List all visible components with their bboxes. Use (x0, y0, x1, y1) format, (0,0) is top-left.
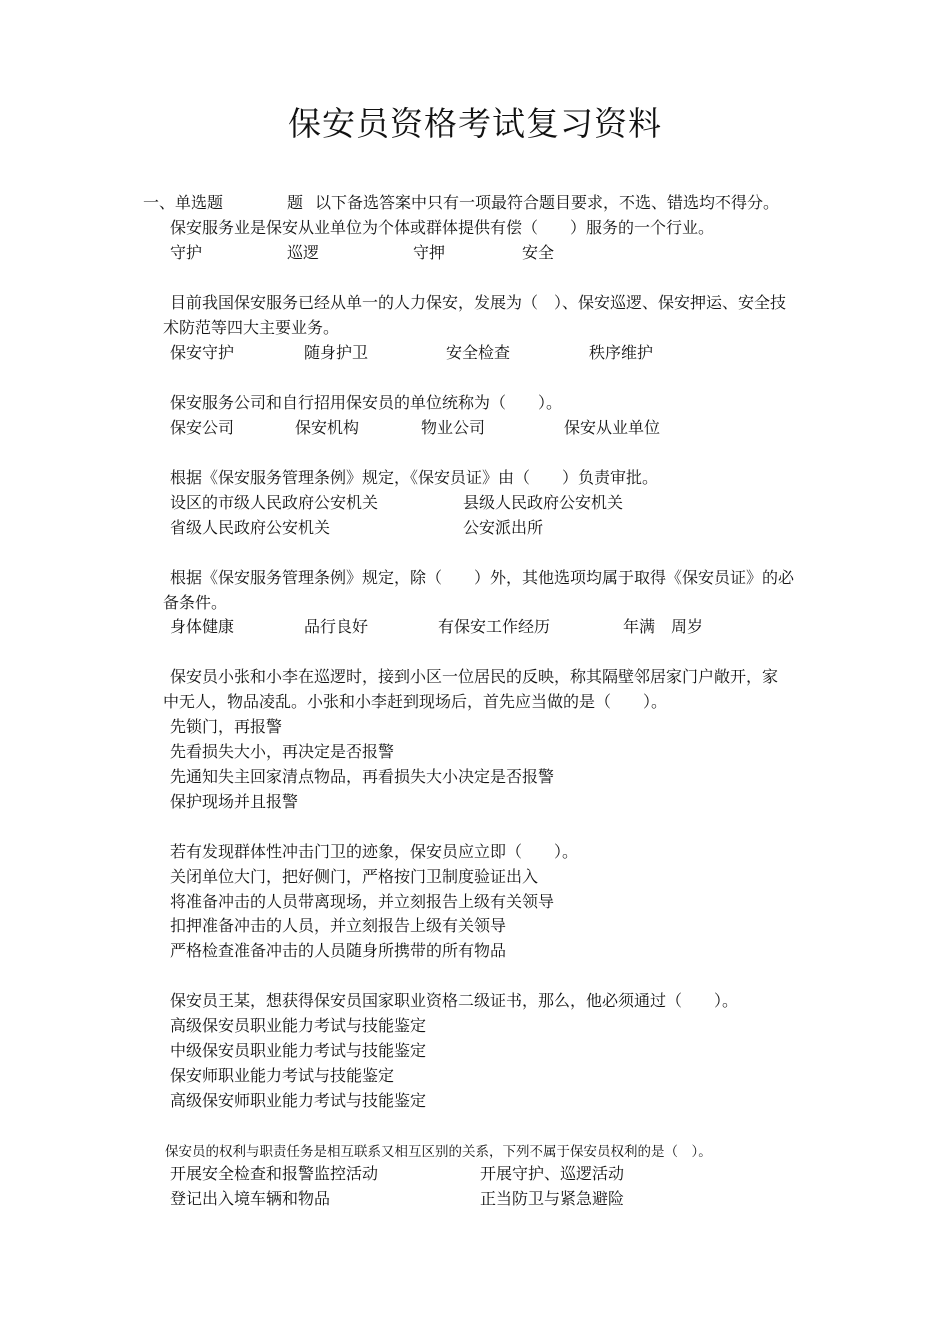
question-5-stem-line-1: 根据《保安服务管理条例》规定，除（ ）外，其他选项均属于取得《保安员证》的必 (170, 568, 795, 587)
question-9-stem: 保安员的权利与职责任务是相互联系又相互区别的关系，下列不属于保安员权利的是（ ）。 (165, 1144, 712, 1160)
question-5-option-c: 有保安工作经历 (438, 617, 551, 636)
question-2-option-c: 安全检查 (446, 343, 511, 362)
question-7-stem: 若有发现群体性冲击门卫的迹象，保安员应立即（ ）。 (170, 842, 579, 861)
question-2-stem-line-1: 目前我国保安服务已经从单一的人力保安，发展为（ ）、保安巡逻、保安押运、安全技 (170, 293, 787, 312)
question-9-option-c: 登记出入境车辆和物品 (170, 1189, 331, 1208)
question-5-stem-line-2: 备条件。 (163, 593, 228, 612)
section-gap-char: 题 (287, 193, 304, 212)
question-7-option-b: 将准备冲击的人员带离现场，并立刻报告上级有关领导 (170, 892, 555, 911)
question-9-option-a: 开展安全检查和报警监控活动 (170, 1164, 379, 1183)
question-4-option-b: 县级人民政府公安机关 (463, 493, 624, 512)
question-6-option-d: 保护现场并且报警 (170, 792, 299, 811)
question-4-stem: 根据《保安服务管理条例》规定，《保安员证》由（ ）负责审批。 (170, 468, 659, 487)
question-9-option-b: 开展守护、巡逻活动 (480, 1164, 625, 1183)
page-title: 保安员资格考试复习资料 (288, 104, 662, 143)
question-1-option-d: 安全 (522, 243, 555, 262)
question-5-option-d: 年满 周岁 (623, 617, 704, 636)
question-1-option-a: 守护 (170, 243, 203, 262)
question-4-option-d: 公安派出所 (463, 518, 544, 537)
question-4-option-a: 设区的市级人民政府公安机关 (170, 493, 379, 512)
question-4-option-c: 省级人民政府公安机关 (170, 518, 331, 537)
question-7-option-a: 关闭单位大门，把好侧门，严格按门卫制度验证出入 (170, 867, 539, 886)
question-6-option-c: 先通知失主回家清点物品，再看损失大小决定是否报警 (170, 767, 555, 786)
question-6-stem-line-1: 保安员小张和小李在巡逻时，接到小区一位居民的反映，称其隔壁邻居家门户敞开，家 (170, 667, 779, 686)
question-8-option-d: 高级保安师职业能力考试与技能鉴定 (170, 1091, 427, 1110)
question-8-option-a: 高级保安员职业能力考试与技能鉴定 (170, 1016, 427, 1035)
question-9-option-d: 正当防卫与紧急避险 (480, 1189, 625, 1208)
question-8-option-c: 保安师职业能力考试与技能鉴定 (170, 1066, 395, 1085)
question-3-option-d: 保安从业单位 (564, 418, 661, 437)
question-6-option-a: 先锁门，再报警 (170, 717, 283, 736)
question-6-stem-line-2: 中无人，物品凌乱。小张和小李赶到现场后，首先应当做的是（ ）。 (163, 692, 668, 711)
question-1-stem: 保安服务业是保安从业单位为个体或群体提供有偿（ ）服务的一个行业。 (170, 218, 715, 237)
question-6-option-b: 先看损失大小，再决定是否报警 (170, 742, 395, 761)
question-5-option-b: 品行良好 (304, 617, 369, 636)
question-3-option-a: 保安公司 (170, 418, 235, 437)
question-7-option-d: 严格检查准备冲击的人员随身所携带的所有物品 (170, 941, 507, 960)
question-7-option-c: 扣押准备冲击的人员，并立刻报告上级有关领导 (170, 916, 507, 935)
section-number: 一、单选题 (143, 193, 224, 212)
question-3-stem: 保安服务公司和自行招用保安员的单位统称为（ ）。 (170, 393, 563, 412)
question-1-option-c: 守押 (413, 243, 446, 262)
question-2-option-a: 保安守护 (170, 343, 235, 362)
question-2-stem-line-2: 术防范等四大主要业务。 (163, 318, 340, 337)
question-8-stem: 保安员王某，想获得保安员国家职业资格二级证书，那么，他必须通过（ ）。 (170, 991, 739, 1010)
question-3-option-b: 保安机构 (295, 418, 360, 437)
question-8-option-b: 中级保安员职业能力考试与技能鉴定 (170, 1041, 427, 1060)
question-1-option-b: 巡逻 (287, 243, 320, 262)
section-instruction: 以下备选答案中只有一项最符合题目要求，不选、错选均不得分。 (315, 193, 780, 212)
question-2-option-b: 随身护卫 (304, 343, 369, 362)
question-5-option-a: 身体健康 (170, 617, 235, 636)
question-2-option-d: 秩序维护 (589, 343, 654, 362)
question-3-option-c: 物业公司 (421, 418, 486, 437)
